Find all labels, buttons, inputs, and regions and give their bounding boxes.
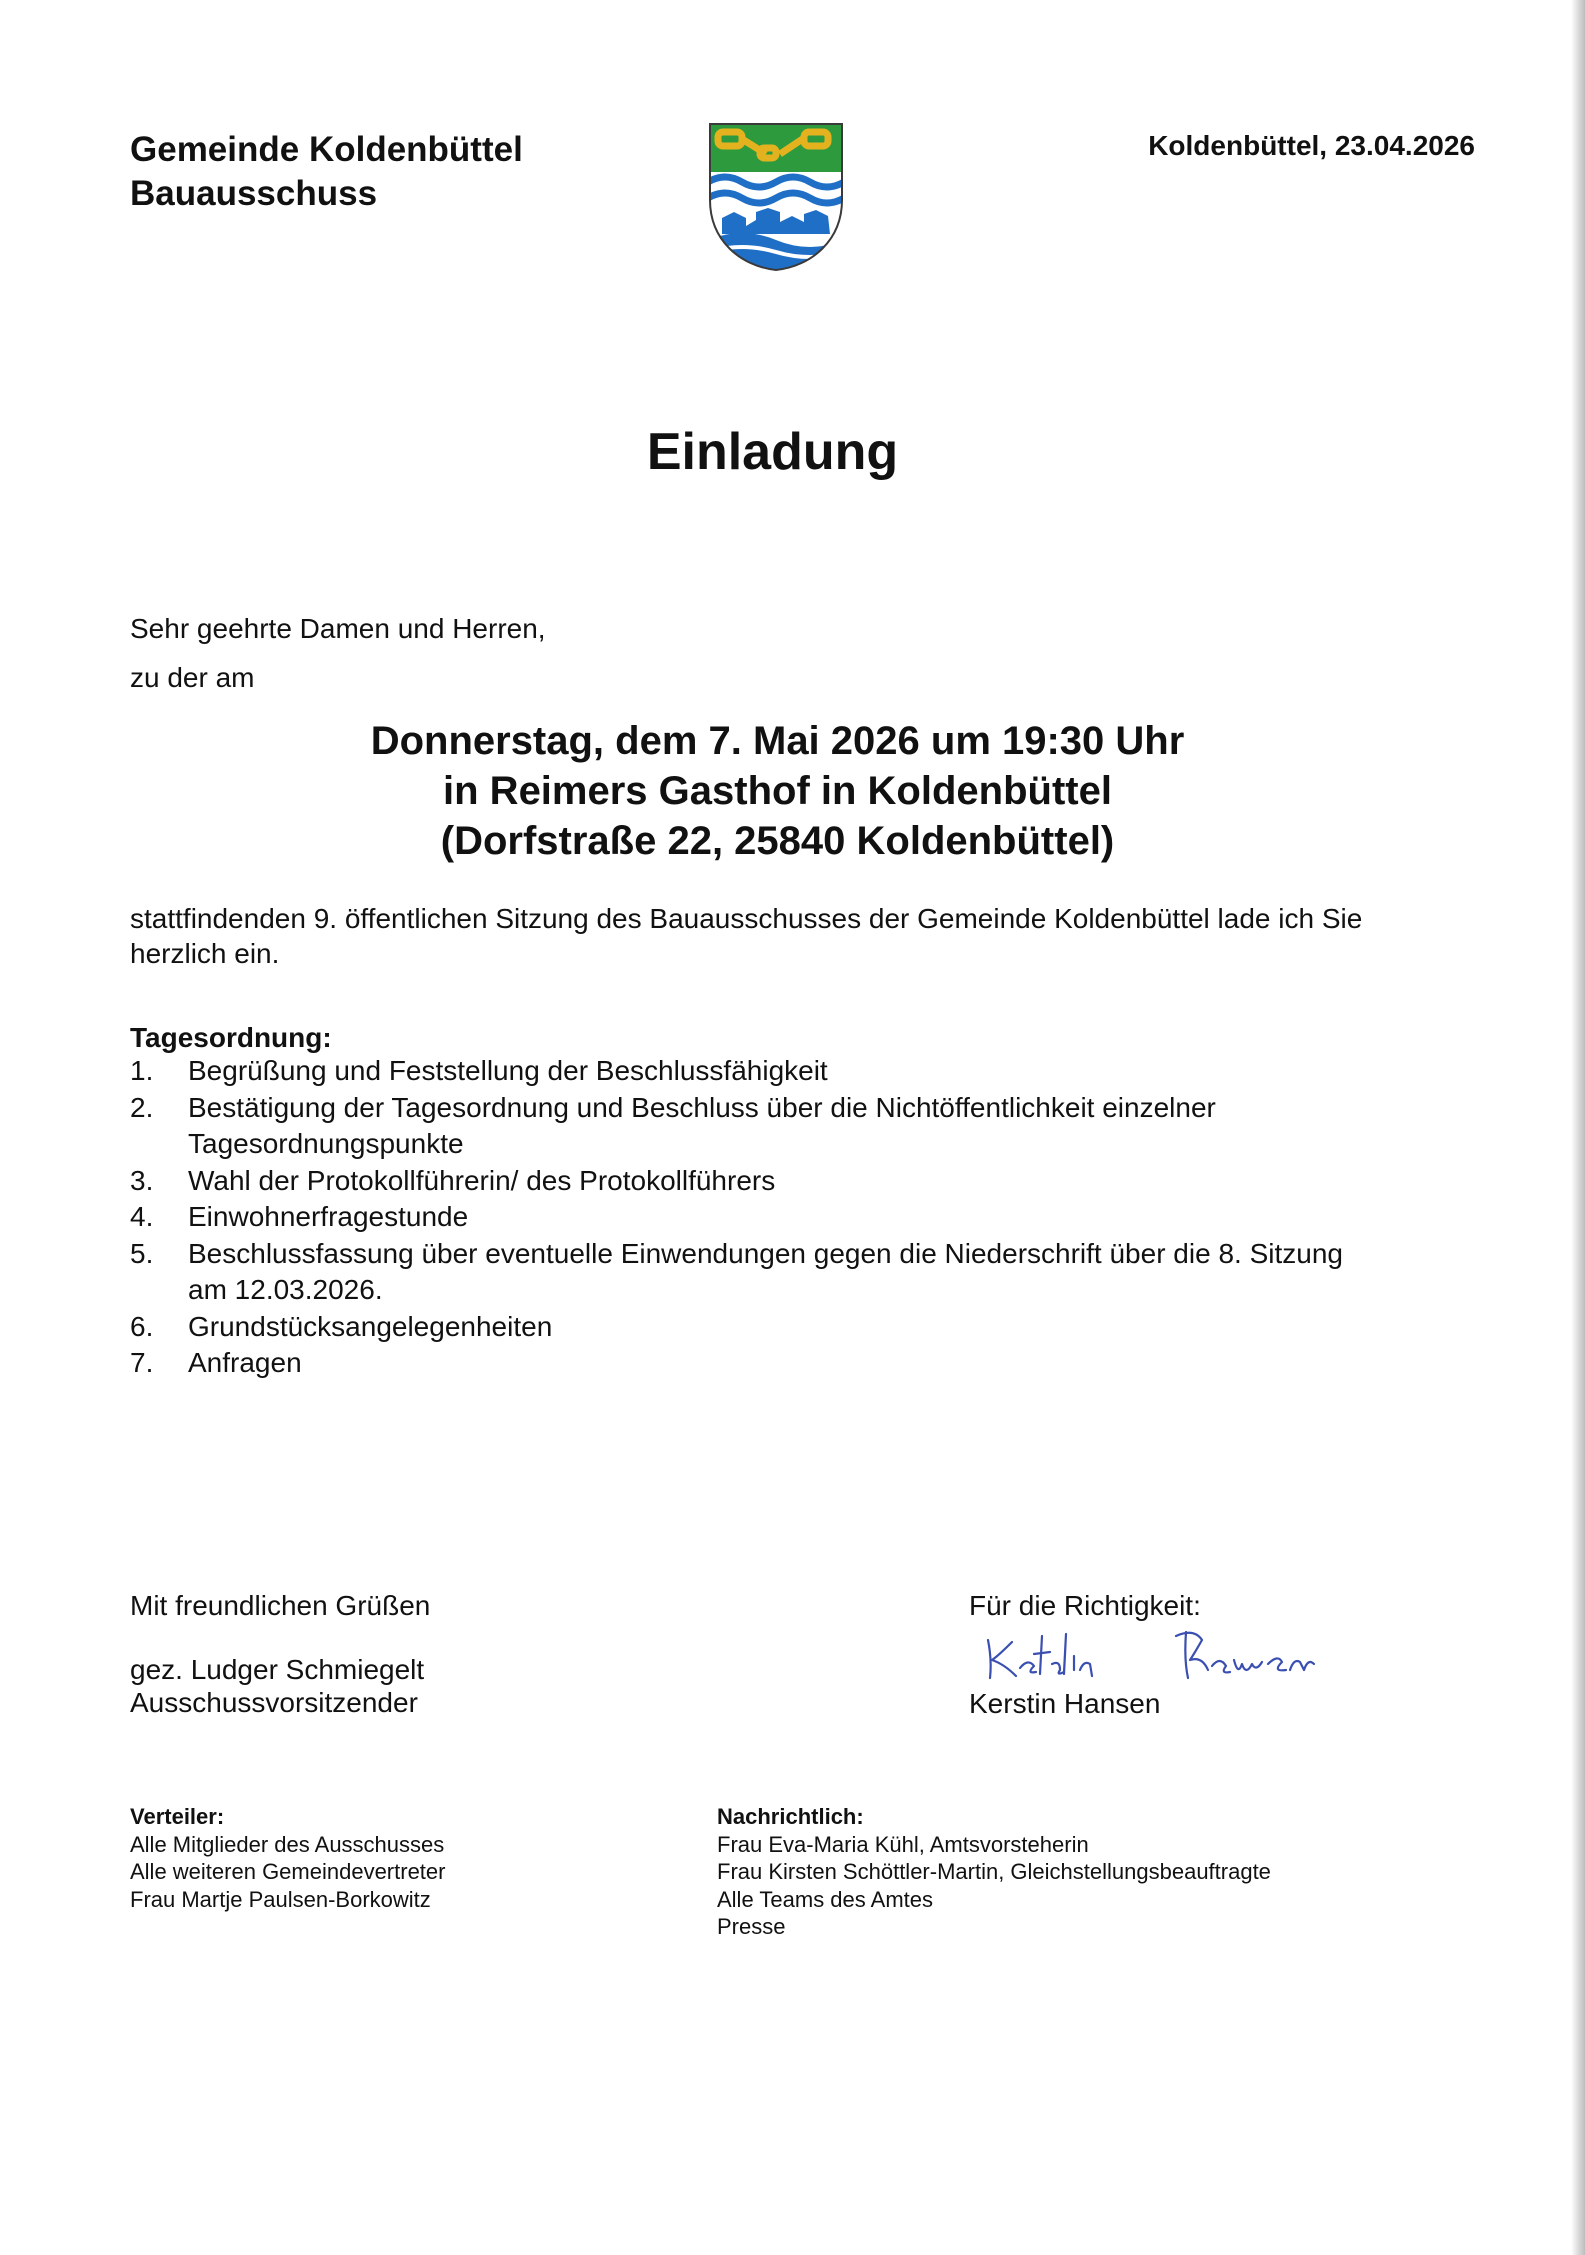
distribution-entry: Frau Martje Paulsen-Borkowitz: [130, 1886, 431, 1912]
intro-text: zu der am: [130, 662, 255, 693]
organization-line-1: Gemeinde Koldenbüttel: [130, 130, 523, 169]
copy-entry: Frau Kirsten Schöttler-Martin, Gleichstellungsbeauftragte: [717, 1859, 1271, 1884]
invitation-paragraph: stattfindenden 9. öffentlichen Sitzung des Bauausschusses der Gemeinde Koldenbüttel lade ich Sie herzlich ein.: [130, 903, 1363, 969]
agenda-heading: Tagesordnung:: [130, 1022, 332, 1053]
copy-heading: Nachrichtlich:: [717, 1804, 864, 1829]
agenda-item-number: 3.: [130, 1164, 154, 1196]
place-and-date: Koldenbüttel, 23.04.2026: [1148, 130, 1475, 161]
agenda-item: [130, 1090, 1430, 1163]
organization-name: [130, 128, 523, 216]
chair-role: Ausschussvorsitzender: [130, 1687, 418, 1718]
correctness-label: Für die Richtigkeit:: [969, 1590, 1201, 1621]
copy-entry: Alle Teams des Amtes: [717, 1886, 934, 1912]
agenda-item-text: Begrüßung und Feststellung der Beschlussfähigkeit: [188, 1055, 828, 1086]
distribution-heading: Verteiler:: [130, 1804, 225, 1829]
agenda-item-text: Wahl der Protokollführerin/ des Protokollführers: [188, 1164, 776, 1196]
agenda-item-number: 4.: [130, 1201, 154, 1232]
agenda-item: [130, 1163, 1430, 1200]
agenda-item-text: Anfragen: [188, 1347, 302, 1378]
chair-name: gez. Ludger Schmiegelt: [130, 1654, 425, 1685]
document-title: Einladung: [646, 423, 899, 481]
coat-of-arms-icon: [708, 122, 844, 272]
agenda-item-number: 1.: [130, 1055, 154, 1086]
agenda-item-text: Beschlussfassung über eventuelle Einwendungen gegen die Niederschrift über die 8. Sitzung am 12.03.2026.: [188, 1237, 1343, 1305]
meeting-venue: in Reimers Gasthof in Koldenbüttel: [443, 769, 1112, 813]
agenda-item-number: 7.: [130, 1347, 154, 1378]
copy-entry: Presse: [717, 1914, 786, 1939]
greeting: Sehr geehrte Damen und Herren,: [130, 613, 546, 644]
agenda-item: [130, 1345, 1430, 1382]
meeting-details: [0, 716, 1555, 866]
copy-list: [717, 1803, 1271, 1941]
agenda-item-number: 2.: [130, 1091, 154, 1123]
distribution-list: [130, 1803, 445, 1913]
agenda-item: [130, 1053, 1430, 1090]
distribution-entry: Alle Mitglieder des Ausschusses: [130, 1831, 445, 1857]
chair-signature-block: [130, 1653, 424, 1719]
agenda-item-text: Bestätigung der Tagesordnung und Beschluss über die Nichtöffentlichkeit einzelner Tagesordnungspunkte: [188, 1091, 1216, 1159]
agenda-item-number: 5.: [130, 1237, 154, 1269]
meeting-date-time: Donnerstag, dem 7. Mai 2026 um 19:30 Uhr: [370, 719, 1185, 763]
distribution-entry: Alle weiteren Gemeindevertreter: [130, 1859, 446, 1884]
closing-salutation: Mit freundlichen Grüßen: [130, 1590, 431, 1621]
committee-name: Bauausschuss: [130, 174, 378, 213]
meeting-address: (Dorfstraße 22, 25840 Koldenbüttel): [440, 819, 1115, 863]
page-edge-shadow: [1571, 0, 1585, 2255]
agenda-list: [130, 1053, 1430, 1382]
agenda-item-number: 6.: [130, 1310, 154, 1342]
agenda-item: [130, 1199, 1430, 1236]
copy-entry: Frau Eva-Maria Kühl, Amtsvorsteherin: [717, 1831, 1089, 1857]
agenda-item: [130, 1309, 1430, 1346]
correctness-signer-name: Kerstin Hansen: [969, 1688, 1161, 1719]
agenda-item: [130, 1236, 1430, 1309]
agenda-item-text: Grundstücksangelegenheiten: [188, 1310, 553, 1342]
agenda-item-text: Einwohnerfragestunde: [188, 1201, 469, 1232]
